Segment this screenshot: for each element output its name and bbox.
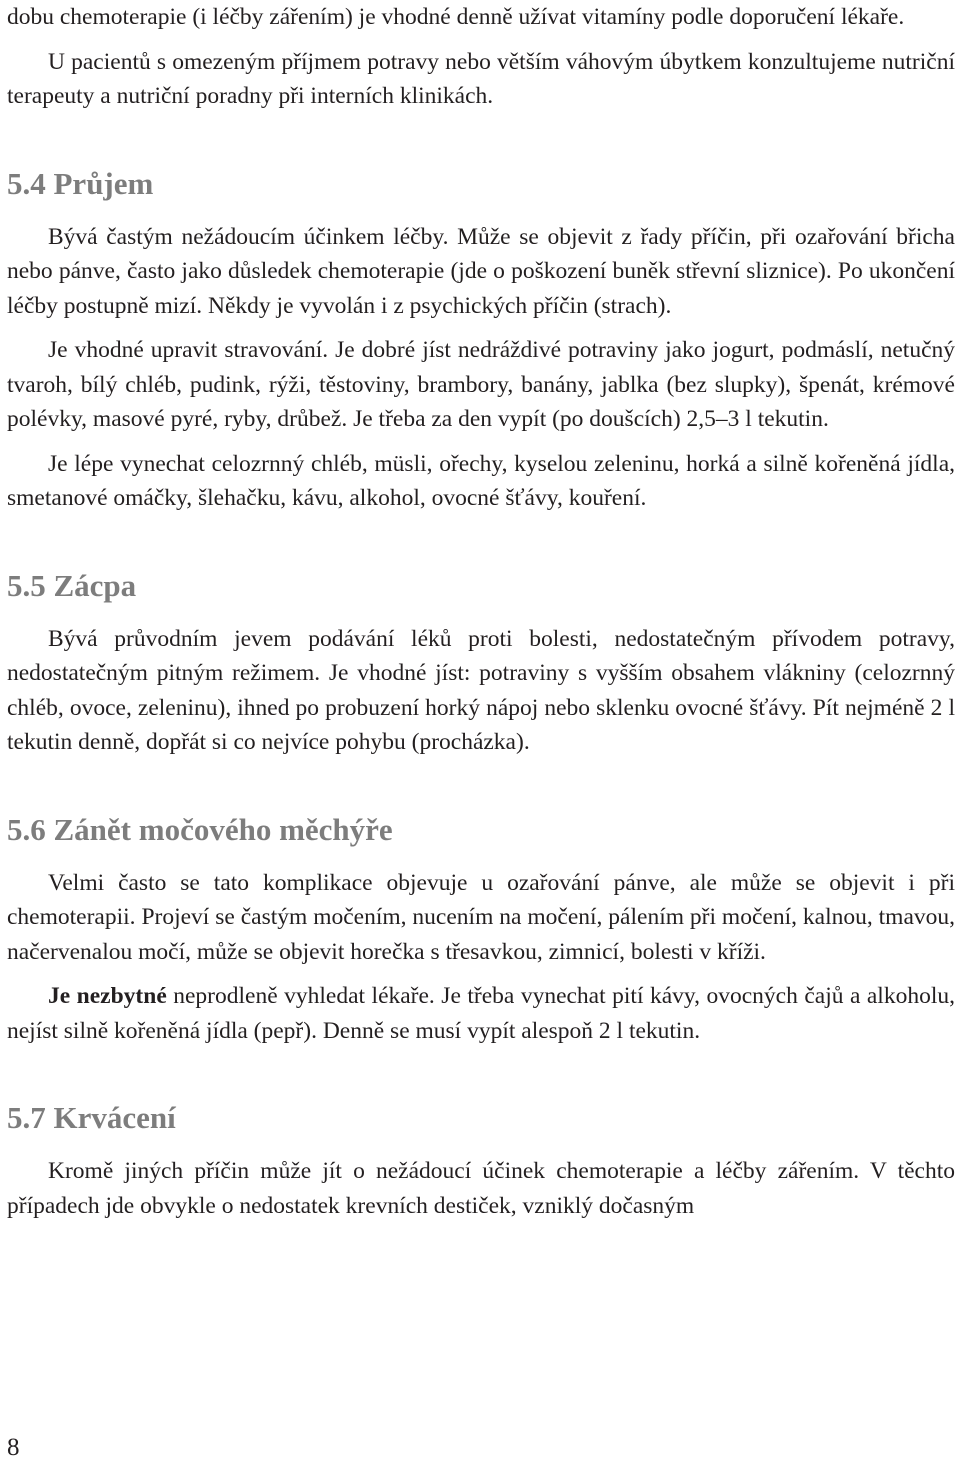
heading-5-4: 5.4 Průjem [7,165,154,201]
page-number: 8 [7,1434,20,1461]
section-5-5-paragraph-1: Bývá průvodním jevem podávání léků proti bolesti, nedostatečným přívodem potravy, nedostatečným pitným režimem. Je vhodné jíst: potraviny s vyšším obsahem vlákniny (celozrnný chléb, ovoce, zeleninu), ihned po probuzení horký nápoj nebo sklenku ovocné šťávy. Pít nejméně 2 l tekutin denně, dopřát si co nejvíce pohybu (procházka). [7,625,955,755]
section-5-4-paragraph-3: Je lépe vynechat celozrnný chléb, müsli, ořechy, kyselou zeleninu, horká a silně kořeněná jídla, smetanové omáčky, šlehačku, kávu, alkohol, ovocné šťávy, kouření. [7,450,955,511]
document-page [7,0,955,1223]
section-5-6-paragraph-1: Velmi často se tato komplikace objevuje u ozařování pánve, ale může se objevit i při chemoterapii. Projeví se častým močením, nucením na močení, pálením při močení, kalnou, tmavou, načervenalou močí, může se objevit horečka s třesavkou, zimnicí, bolesti v kříži. [7,869,955,965]
section-5-4-paragraph-1: Bývá častým nežádoucím účinkem léčby. Může se objevit z řady příčin, při ozařování břicha nebo pánve, často jako důsledek chemoterapie (jde o poškození buněk střevní sliznice). Po ukončení léčby postupně mizí. Někdy je vyvolán i z psychických příčin (strach). [7,223,955,319]
section-5-4-paragraph-2: Je vhodné upravit stravování. Je dobré jíst nedráždivé potraviny jako jogurt, podmáslí, netučný tvaroh, bílý chléb, pudink, rýži, těstoviny, brambory, banány, jablka (bez slupky), špenát, krémové polévky, masové pyré, ryby, drůbež. Je třeba za den vypít (po doušcích) 2,5–3 l tekutin. [7,337,955,432]
section-5-6-paragraph-2 [7,979,955,1048]
emphasis-text: Je nezbytné [48,983,167,1009]
heading-5-7: 5.7 Krvácení [7,1100,176,1135]
heading-5-5: 5.5 Zácpa [7,567,137,603]
intro-paragraph-2: U pacientů s omezeným příjmem potravy nebo větším váhovým úbytkem konzultujeme nutriční terapeuty a nutriční poradny při interních klinikách. [7,48,955,109]
intro-paragraph-1: dobu chemoterapie (i léčby zářením) je vhodné denně užívat vitamíny podle doporučení lékaře. [7,4,905,30]
heading-5-6: 5.6 Zánět močového měchýře [7,811,393,847]
paragraph-text: neprodleně vyhledat lékaře. Je třeba vynechat pití kávy, ovocných čajů a alkoholu, nejíst silně kořeněná jídla (pepř). Denně se musí vypít alespoň 2 l tekutin. [7,983,955,1044]
section-5-7-paragraph-1: Kromě jiných příčin může jít o nežádoucí účinek chemoterapie a léčby zářením. V těchto případech jde obvykle o nedostatek krevních destiček, vzniklý dočasným [7,1158,955,1219]
